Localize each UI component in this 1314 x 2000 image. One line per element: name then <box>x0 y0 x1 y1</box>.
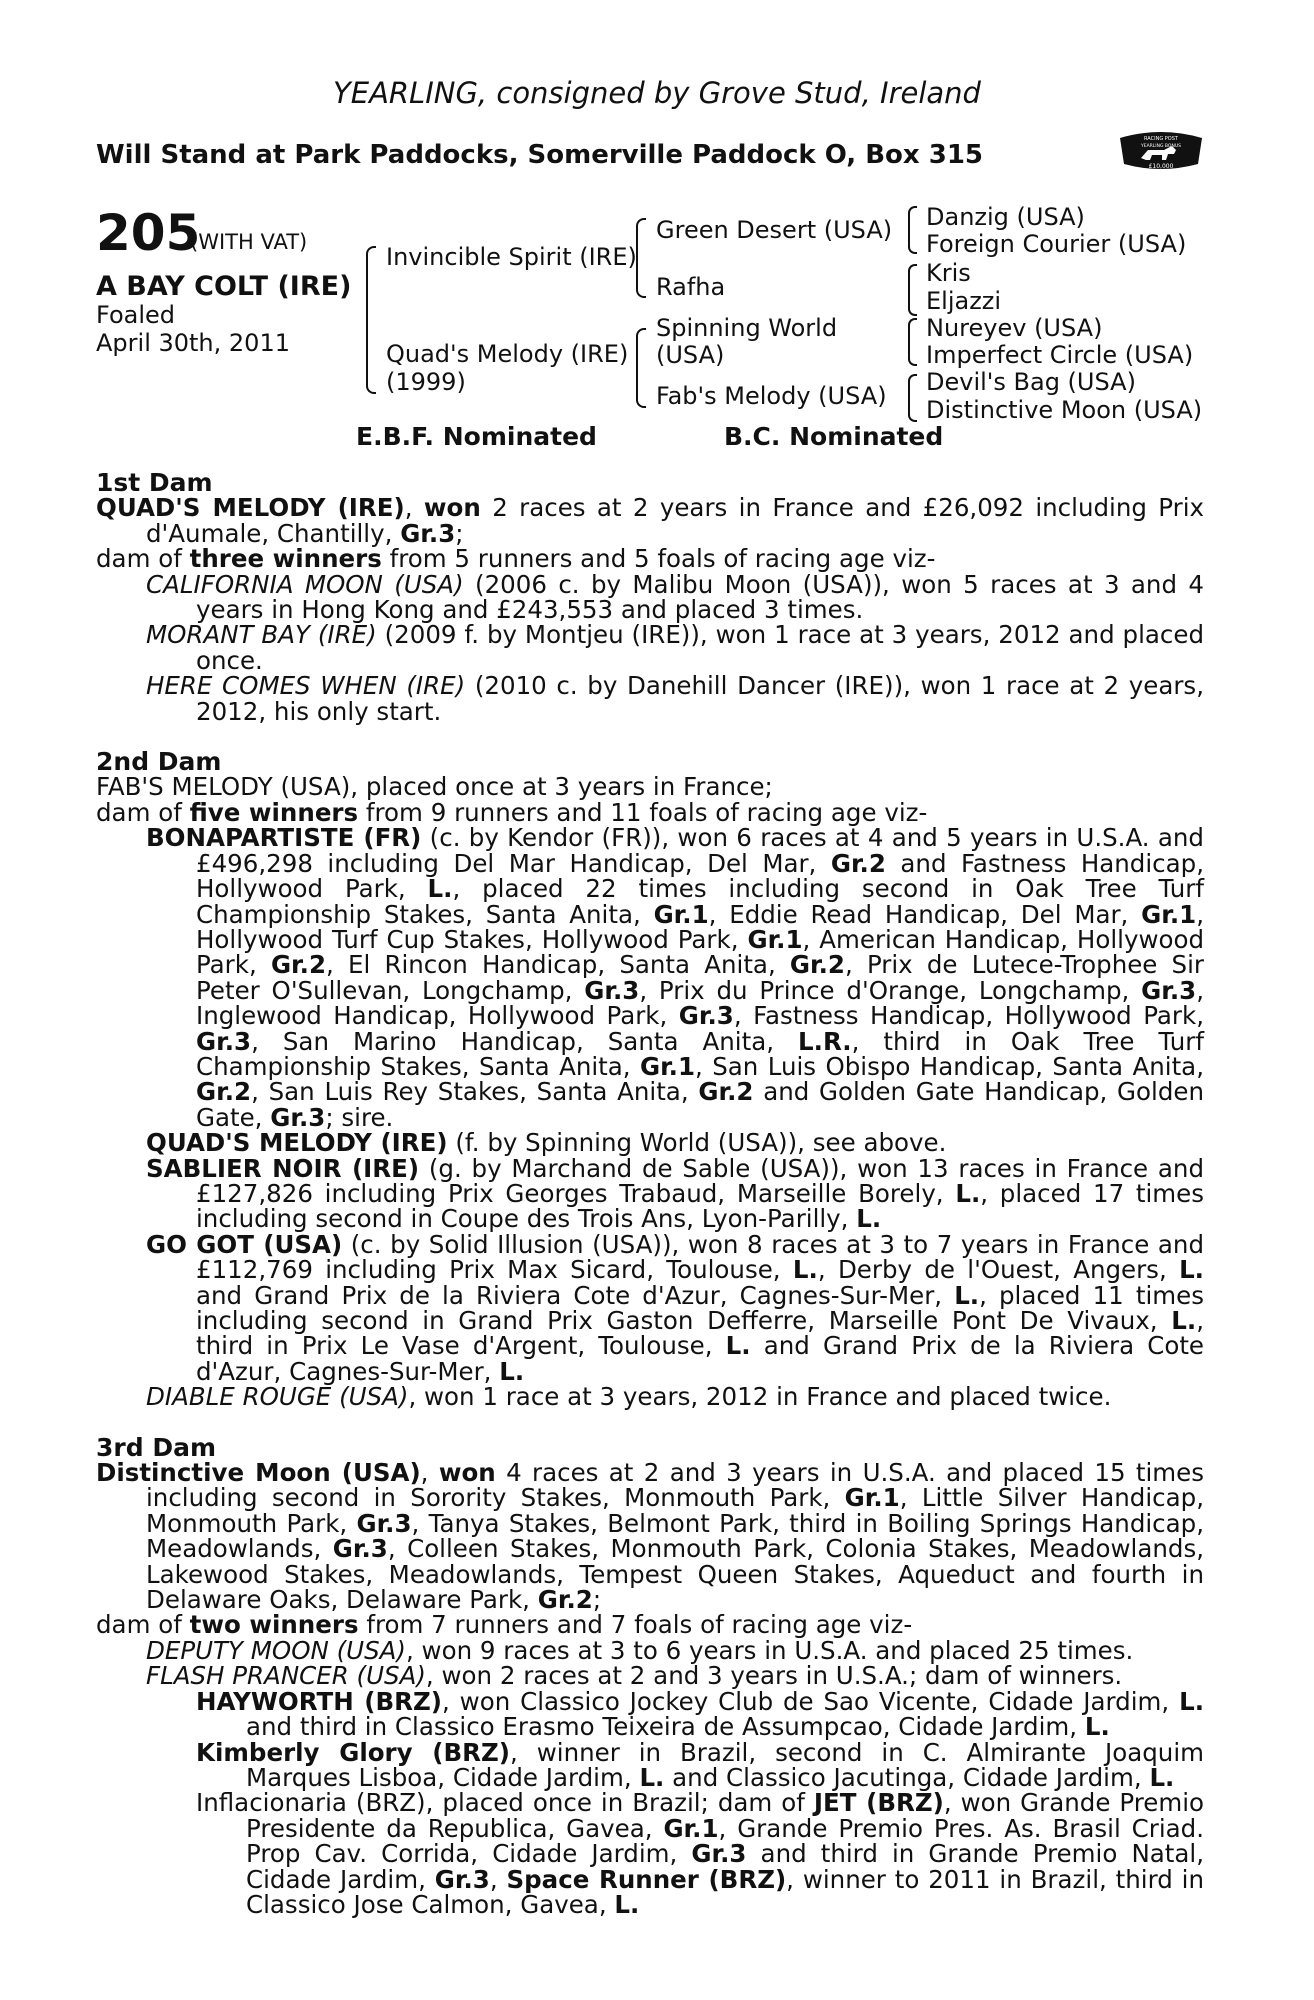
runners-text: from 9 runners and 11 foals of racing age viz- <box>358 797 928 827</box>
dam-of-text: dam of <box>96 797 190 827</box>
pedigree-brace-sire <box>636 218 646 298</box>
progeny-entry: DIABLE ROUGE (USA), won 1 race at 3 years, 2012 in France and placed twice. <box>146 1382 1112 1412</box>
progeny-name: GO GOT (USA) <box>146 1229 343 1259</box>
first-dam-produce-summary <box>96 544 1204 574</box>
progeny-text: (2006 c. by Malibu Moon (USA)), won 5 races at 3 and 4 years in Hong Kong and £243,553 and placed 3 times. <box>196 569 1204 625</box>
progeny-name: HERE COMES WHEN (IRE) <box>146 671 466 701</box>
runners-text: from 5 runners and 5 foals of racing age viz- <box>381 544 936 574</box>
pedigree-dam: Quad's Melody (IRE) <box>386 340 629 368</box>
progeny-text: (2009 f. by Montjeu (IRE)), won 1 race at 3 years, 2012 and placed once. <box>196 620 1204 675</box>
vat-note: (WITH VAT) <box>190 230 308 254</box>
progeny-entry: SABLIER NOIR (IRE) (g. by Marchand de Sable (USA)), won 13 races in France and £127,826 including Prix Georges Trabaud, Marseille Borely, L., placed 17 times including second in Coupe des Trois Ans, Lyon-Parilly, L. <box>146 1153 1205 1234</box>
progeny-name: Kimberly Glory (BRZ) <box>196 1737 510 1767</box>
progeny-entry <box>146 622 1204 673</box>
first-dam-text: 2 races at 2 years in France and £26,092 including Prix d'Aumale, Chantilly, <box>146 493 1205 548</box>
pedigree-sd: Rafha <box>656 273 726 301</box>
second-dam-produce-summary <box>96 797 1204 827</box>
second-dam-entry: FAB'S MELODY (USA), placed once at 3 years in France; <box>96 772 773 802</box>
foaled-date: April 30th, 2011 <box>96 329 290 357</box>
third-dam-name: Distinctive Moon (USA) <box>96 1458 421 1488</box>
grade: Gr.3 <box>400 518 456 548</box>
first-dam-heading: 1st Dam <box>96 468 213 497</box>
pedigree-brace-dd <box>908 374 917 422</box>
pedigree-sire: Invincible Spirit (IRE) <box>386 243 637 271</box>
progeny-name: JET (BRZ) <box>813 1788 944 1818</box>
progeny-name: QUAD'S MELODY (IRE) <box>146 1128 448 1158</box>
third-dam-heading: 3rd Dam <box>96 1432 216 1462</box>
pedigree-sss: Danzig (USA) <box>926 203 1085 231</box>
pedigree-brace-ss <box>908 206 917 254</box>
pedigree-dsd: Imperfect Circle (USA) <box>926 341 1194 369</box>
logo-top-text: RACING POST <box>1144 136 1178 142</box>
progeny-name: DEPUTY MOON (USA) <box>146 1635 406 1665</box>
first-dam-name: QUAD'S MELODY (IRE) <box>96 493 405 523</box>
produce-record <box>96 470 1204 1917</box>
pedigree-ds-country: (USA) <box>656 341 725 369</box>
winners-count: five winners <box>189 797 359 827</box>
pedigree-dd: Fab's Melody (USA) <box>656 382 887 410</box>
progeny-entry: QUAD'S MELODY (IRE) (f. by Spinning World (USA)), see above. <box>146 1128 947 1158</box>
pedigree-brace-gen1 <box>366 246 376 394</box>
progeny-entry: BONAPARTISTE (FR) (c. by Kendor (FR)), won 6 races at 4 and 5 years in U.S.A. and £496,298 including Del Mar Handicap, Del Mar, Gr.2 and Fastness Handicap, Hollywood Park, L., placed 22 times including second in Oak Tree Turf Championship Stakes, Santa Anita, Gr.1, Eddie Read Handicap, Del Mar, Gr.1, Hollywood Turf Cup Stakes, Hollywood Park, Gr.1, American Handicap, Hollywood Park, Gr.2, El Rincon Handicap, Santa Anita, Gr.2, Prix de Lutece-Trophee Sir Peter O'Sullevan, Longchamp, Gr.3, Prix du Prince d'Orange, Longchamp, Gr.3, Inglewood Handicap, Hollywood Park, Gr.3, Fastness Handicap, Hollywood Park, Gr.3, San Marino Handicap, Santa Anita, L.R., third in Oak Tree Turf Championship Stakes, Santa Anita, Gr.1, San Luis Obispo Handicap, Santa Anita, Gr.2, San Luis Rey Stakes, Santa Anita, Gr.2 and Golden Gate Handicap, Golden Gate, Gr.3; sire. <box>146 823 1205 1132</box>
ebf-nominated: E.B.F. Nominated <box>356 422 597 451</box>
stand-location: Will Stand at Park Paddocks, Somerville Paddock O, Box 315 <box>96 140 984 170</box>
progeny-text: (2010 c. by Danehill Dancer (IRE)), won 1 race at 2 years, 2012, his only start. <box>196 671 1204 726</box>
pedigree-ssd: Foreign Courier (USA) <box>926 230 1187 258</box>
dam-of-text: dam of <box>96 544 190 574</box>
progeny-name: MORANT BAY (IRE) <box>146 620 377 650</box>
progeny-entry: GO GOT (USA) (c. by Solid Illusion (USA)), won 8 races at 3 to 7 years in France and £112,769 including Prix Max Sicard, Toulouse, L., Derby de l'Ouest, Angers, L. and Grand Prix de la Riviera Cote d'Azur, Cagnes-Sur-Mer, L., placed 11 times including second in Grand Prix Gaston Defferre, Marseille Pont De Vivaux, L., third in Prix Le Vase d'Argent, Toulouse, L. and Grand Prix de la Riviera Cote d'Azur, Cagnes-Sur-Mer, L. <box>146 1229 1205 1386</box>
progeny-entry <box>146 673 1204 724</box>
second-dam-heading: 2nd Dam <box>96 747 222 777</box>
grandprogeny-entry: Inflacionaria (BRZ), placed once in Brazil; dam of JET (BRZ), won Grande Premio Presidente da Republica, Gavea, Gr.1, Grande Premio Pres. As. Brasil Criad. Prop Cav. Corrida, Cidade Jardim, Gr.3 and third in Grande Premio Natal, Cidade Jardim, Gr.3, Space Runner (BRZ), winner to 2011 in Brazil, third in Classico Jose Calmon, Gavea, L. <box>196 1788 1205 1919</box>
first-dam-won: won <box>423 493 481 523</box>
foaled-label: Foaled <box>96 301 176 329</box>
pedigree-dds: Devil's Bag (USA) <box>926 368 1136 396</box>
progeny-entry: FLASH PRANCER (USA), won 2 races at 2 and 3 years in U.S.A.; dam of winners. <box>146 1661 1123 1691</box>
third-dam-entry: Distinctive Moon (USA), won 4 races at 2 and 3 years in U.S.A. and placed 15 times including second in Sorority Stakes, Monmouth Park, Gr.1, Little Silver Handicap, Monmouth Park, Gr.3, Tanya Stakes, Belmont Park, third in Boiling Springs Handicap, Meadowlands, Gr.3, Colleen Stakes, Monmouth Park, Colonia Stakes, Meadowlands, Lakewood Stakes, Meadowlands, Tempest Queen Stakes, Aqueduct and fourth in Delaware Oaks, Delaware Park, Gr.2; <box>96 1458 1205 1615</box>
horse-description: A BAY COLT (IRE) <box>96 271 352 302</box>
progeny-name: CALIFORNIA MOON (USA) <box>146 569 464 599</box>
lot-number: 205 <box>96 204 201 262</box>
third-dam-produce-summary: dam of two winners from 7 runners and 7 foals of racing age viz- <box>96 1610 913 1640</box>
progeny-name: HAYWORTH (BRZ) <box>196 1686 443 1716</box>
pedigree-ss: Green Desert (USA) <box>656 216 893 244</box>
punct: ; <box>455 518 464 548</box>
pedigree-ddd: Distinctive Moon (USA) <box>926 396 1203 424</box>
progeny-name: FLASH PRANCER (USA) <box>146 1661 426 1691</box>
logo-value-text: £10,000 <box>1148 163 1174 170</box>
racing-post-bonus-logo <box>1116 128 1206 172</box>
pedigree-brace-ds <box>908 318 917 366</box>
pedigree-dss: Nureyev (USA) <box>926 314 1103 342</box>
bc-nominated: B.C. Nominated <box>724 422 944 451</box>
pedigree-brace-dam <box>636 328 646 408</box>
progeny-entry <box>146 569 1204 625</box>
progeny-entry: DEPUTY MOON (USA), won 9 races at 3 to 6 years in U.S.A. and placed 25 times. <box>146 1635 1134 1665</box>
pedigree-ds: Spinning World <box>656 314 838 342</box>
pedigree-sdd: Eljazzi <box>926 287 1002 315</box>
progeny-name: Space Runner (BRZ) <box>506 1864 787 1894</box>
progeny-name: BONAPARTISTE (FR) <box>146 823 422 853</box>
page-title: YEARLING, consigned by Grove Stud, Ireland <box>333 76 981 110</box>
pedigree-dam-year: (1999) <box>386 368 466 396</box>
pedigree-sds: Kris <box>926 259 971 287</box>
winners-count: three winners <box>189 544 382 574</box>
progeny-name: DIABLE ROUGE (USA) <box>146 1382 409 1412</box>
logo-middle-text: YEARLING BONUS <box>1141 144 1181 149</box>
progeny-name: SABLIER NOIR (IRE) <box>146 1153 420 1183</box>
grandprogeny-entry: HAYWORTH (BRZ), won Classico Jockey Club de Sao Vicente, Cidade Jardim, L. and third in Classico Erasmo Teixeira de Assumpcao, Cidade Jardim, L. <box>196 1686 1204 1742</box>
winners-count: two winners <box>189 1610 359 1640</box>
pedigree-brace-sd <box>908 264 917 316</box>
grandprogeny-entry: Kimberly Glory (BRZ), winner in Brazil, second in C. Almirante Joaquim Marques Lisboa, Cidade Jardim, L. and Classico Jacutinga, Cidade Jardim, L. <box>196 1737 1204 1792</box>
first-dam-entry: QUAD'S MELODY (IRE), won 2 races at 2 years in France and £26,092 including Prix d'Aumale, Chantilly, Gr.3; <box>96 493 1205 548</box>
